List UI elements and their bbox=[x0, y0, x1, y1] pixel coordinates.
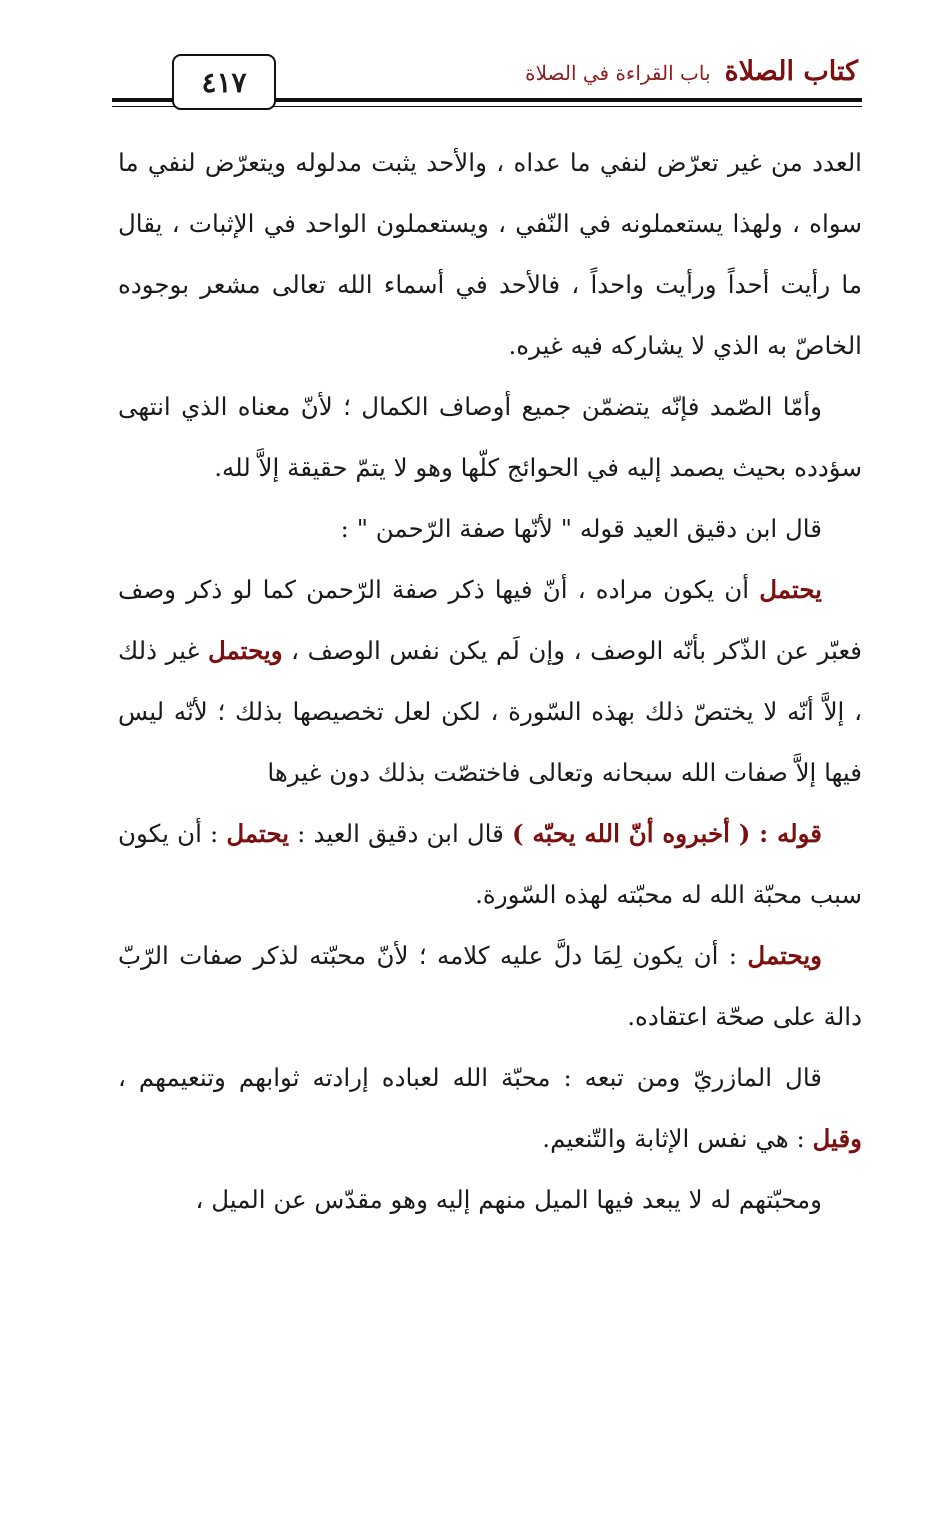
paragraph bbox=[118, 498, 862, 559]
header-titles bbox=[525, 56, 858, 87]
paragraph-text: غير ذلك ، إلاَّ أنّه لا يختصّ ذلك بهذه السّورة ، لكن لعل تخصيصها بذلك ؛ لأنّه ليس فيها إلاَّ صفات الله سبحانه وتعالى فاختصّت بذلك دون غيرها bbox=[118, 636, 862, 787]
keyword-text: ويحتمل bbox=[207, 636, 283, 665]
keyword-text: ويحتمل bbox=[747, 941, 822, 970]
paragraph bbox=[118, 803, 862, 925]
keyword-text: يحتمل bbox=[226, 819, 290, 848]
paragraph-text: قال ابن دقيق العيد قوله " لأنّها صفة الرّحمن " : bbox=[340, 514, 822, 543]
paragraph-text: وأمّا الصّمد فإنّه يتضمّن جميع أوصاف الكمال ؛ لأنّ معناه الذي انتهى سؤدده بحيث يصمد إليه في الحوائج كلّها وهو لا يتمّ حقيقة إلاَّ لله. bbox=[118, 392, 862, 482]
paragraph bbox=[118, 376, 862, 498]
book-title: كتاب الصلاة bbox=[724, 56, 858, 87]
paragraph-text: : أن يكون سبب محبّة الله له محبّته لهذه السّورة. bbox=[118, 819, 862, 909]
paragraph bbox=[118, 132, 862, 376]
paragraph-text: قال ابن دقيق العيد : bbox=[289, 819, 512, 848]
body-text bbox=[118, 132, 862, 1230]
keyword-text: قوله : ( أخبروه أنّ الله يحبّه ) bbox=[511, 819, 822, 848]
page-number: ٤١٧ bbox=[172, 54, 276, 110]
keyword-text: وقيل bbox=[812, 1124, 862, 1153]
paragraph bbox=[118, 1169, 862, 1230]
page-header bbox=[112, 50, 862, 112]
paragraph-text: قال المازريّ ومن تبعه : محبّة الله لعباده إرادته ثوابهم وتنعيمهم ، bbox=[118, 1063, 822, 1092]
chapter-title: باب القراءة في الصلاة bbox=[525, 61, 711, 85]
paragraph-text: أن يكون مراده ، أنّ فيها ذكر صفة الرّحمن كما لو ذكر وصف فعبّر عن الذّكر بأنّه الوصف ، وإن لَم يكن نفس الوصف ، bbox=[118, 575, 862, 665]
paragraph bbox=[118, 1047, 862, 1169]
paragraph-text: ومحبّتهم له لا يبعد فيها الميل منهم إليه وهو مقدّس عن الميل ، bbox=[195, 1185, 822, 1214]
paragraph bbox=[118, 925, 862, 1047]
paragraph-text: : هي نفس الإثابة والتّنعيم. bbox=[542, 1124, 813, 1153]
paragraph-text: : أن يكون لِمَا دلَّ عليه كلامه ؛ لأنّ محبّته لذكر صفات الرّبّ دالة على صحّة اعتقاده. bbox=[118, 941, 862, 1031]
paragraph-text: العدد من غير تعرّض لنفي ما عداه ، والأحد يثبت مدلوله ويتعرّض لنفي ما سواه ، ولهذا يستعملونه في النّفي ، ويستعملون الواحد في الإثبات ، يقال ما رأيت أحداً ورأيت واحداً ، فالأحد في أسماء الله تعالى مشعر بوجوده الخاصّ به الذي لا يشاركه فيه غيره. bbox=[118, 148, 862, 360]
keyword-text: يحتمل bbox=[759, 575, 822, 604]
paragraph bbox=[118, 559, 862, 803]
